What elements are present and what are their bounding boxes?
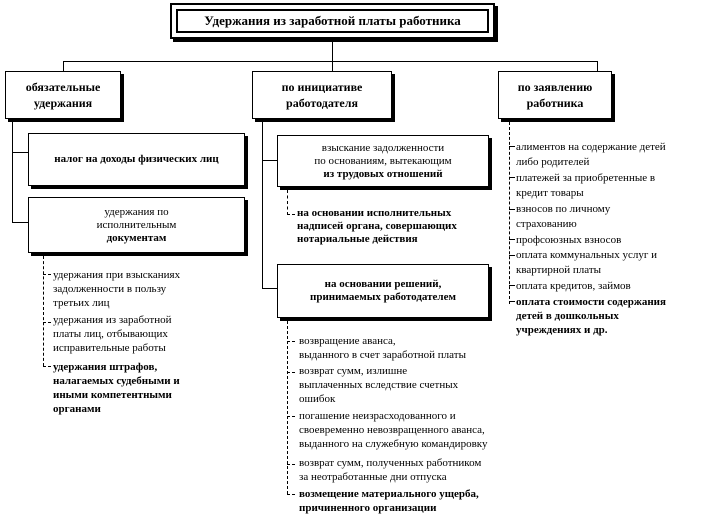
mi0-l1: удержания при взысканиях: [53, 269, 181, 281]
tick-w3: [509, 209, 515, 210]
wi6-l2: детей в дошкольных: [516, 310, 619, 322]
employee-item-preschool: [516, 295, 722, 337]
ei2-l2: своевременно невозвращенного аванса,: [299, 424, 485, 436]
category-employee: [498, 71, 612, 119]
mandatory-items-trunk: [43, 256, 44, 366]
employer-item-damage: [299, 487, 539, 515]
mi0-l2: задолженности в пользу: [53, 283, 167, 295]
wi0-l2: либо родителей: [516, 156, 590, 168]
employee-item-union: [516, 233, 722, 248]
ei0-l2: выданного в счет заработной платы: [299, 349, 466, 361]
wi3-l1: профсоюзных взносов: [516, 234, 622, 246]
mi2-l4: органами: [53, 403, 101, 415]
connector-title-down: [332, 42, 333, 62]
employer-branch-decision: [262, 288, 277, 289]
diagram-title: [170, 3, 495, 39]
wi6-l1: оплата стоимости содержания: [516, 296, 666, 308]
wi6-l3: учреждениях и др.: [516, 324, 608, 336]
mandatory-item-third-parties: [53, 268, 233, 310]
employer-item-travel-advance: [299, 409, 539, 451]
employee-items-trunk: [509, 122, 510, 304]
ei3-l1: возврат сумм, полученных работником: [299, 457, 482, 469]
tick-w2: [509, 177, 515, 178]
exec-box-line3: документам: [106, 231, 167, 244]
connector-mid: [332, 61, 333, 71]
decision-box-line2: принимаемых работодателем: [310, 291, 456, 303]
diagram-title-text: Удержания из заработной платы работника: [176, 9, 489, 33]
exec-box-line2: исполнительным: [96, 218, 177, 231]
tick-e2: [287, 372, 295, 373]
debt-box-line2: по основаниям, вытекающим: [314, 154, 452, 167]
ei4-l2: причиненного организации: [299, 502, 437, 514]
employee-item-alimony: [516, 140, 722, 170]
wi0-l1: алиментов на содержание детей: [516, 141, 666, 153]
tick-w4: [509, 239, 515, 240]
mi1-l1: удержания из заработной: [53, 314, 172, 326]
notary-l3: нотариальные действия: [297, 233, 418, 245]
category-employer-line2: работодателя: [286, 96, 358, 110]
tick-w6: [509, 285, 515, 286]
tick-w5: [509, 255, 515, 256]
notary-l1: на основании исполнительных: [297, 207, 452, 219]
connector-left: [63, 61, 64, 71]
employee-item-utilities: [516, 248, 722, 278]
wi4-l1: оплата коммунальных услуг и: [516, 249, 657, 261]
employer-notary-text: [297, 207, 497, 246]
employer-item-vacation: [299, 456, 539, 484]
category-employee-line2: работника: [526, 96, 584, 110]
debt-box-line1: взыскание задолженности: [321, 141, 445, 154]
wi2-l1: взносов по личному: [516, 203, 611, 215]
ei3-l2: за неотработанные дни отпуска: [299, 471, 447, 483]
employee-item-credit-goods: [516, 171, 722, 201]
box-income-tax: налог на доходы физических лиц: [28, 133, 245, 186]
employer-trunk: [262, 119, 263, 289]
mandatory-branch-exec: [12, 222, 28, 223]
tick-e1: [287, 341, 295, 342]
employee-item-loans: [516, 279, 722, 294]
box-debt-recovery: [277, 135, 489, 187]
category-employer: [252, 71, 392, 119]
wi1-l1: платежей за приобретенные в: [516, 172, 656, 184]
mandatory-branch-tax: [12, 152, 28, 153]
wi5-l1: оплата кредитов, займов: [516, 280, 631, 292]
mi2-l1: удержания штрафов,: [53, 361, 158, 373]
debt-sub-trunk: [287, 190, 288, 215]
mi1-l3: исправительные работы: [53, 342, 166, 354]
employer-items-trunk: [287, 321, 288, 494]
mandatory-item-fines: [53, 360, 238, 416]
tick-e5: [287, 494, 295, 495]
wi4-l2: квартирной платы: [516, 264, 602, 276]
category-mandatory: [5, 71, 121, 119]
category-mandatory-line1: обязательные: [25, 80, 101, 94]
ei1-l3: ошибок: [299, 393, 336, 405]
exec-box-line1: удержания по: [104, 205, 169, 218]
ei2-l1: погашение неизрасходованного и: [299, 410, 456, 422]
wi1-l2: кредит товары: [516, 187, 584, 199]
mi1-l2: платы лиц, отбывающих: [53, 328, 168, 340]
mi0-l3: третьих лиц: [53, 297, 110, 309]
debt-box-line3: из трудовых отношений: [323, 167, 443, 180]
tick-m2: [43, 322, 51, 323]
mi2-l3: иными компетентными: [53, 389, 172, 401]
wi2-l2: страхованию: [516, 218, 577, 230]
ei1-l1: возврат сумм, излишне: [299, 365, 408, 377]
employer-item-overpaid: [299, 364, 519, 406]
employee-item-insurance: [516, 202, 722, 232]
decision-box-line1: на основании решений,: [324, 278, 442, 290]
ei2-l3: выданного на служебную командировку: [299, 438, 488, 450]
category-employer-line1: по инициативе: [281, 80, 363, 94]
connector-horizontal: [63, 61, 598, 62]
tick-m3: [43, 366, 51, 367]
tick-m1: [43, 274, 51, 275]
connector-right: [597, 61, 598, 71]
ei4-l1: возмещение материального ущерба,: [299, 488, 479, 500]
mi2-l2: налагаемых судебными и: [53, 375, 180, 387]
mandatory-item-correctional: [53, 313, 233, 355]
box-executive-documents: [28, 197, 245, 253]
tick-w7: [509, 301, 515, 302]
employer-item-advance: [299, 334, 519, 362]
box-employer-decisions: [277, 264, 489, 318]
ei1-l2: выплаченных вследствие счетных: [299, 379, 459, 391]
category-mandatory-line2: удержания: [33, 96, 93, 110]
tick-e3: [287, 416, 295, 417]
category-employee-line1: по заявлению: [517, 80, 593, 94]
tick-debt: [287, 214, 295, 215]
ei0-l1: возвращение аванса,: [299, 335, 396, 347]
notary-l2: надписей органа, совершающих: [297, 220, 457, 232]
employer-branch-debt: [262, 160, 277, 161]
mandatory-trunk: [12, 119, 13, 222]
tick-w1: [509, 146, 515, 147]
tick-e4: [287, 464, 295, 465]
